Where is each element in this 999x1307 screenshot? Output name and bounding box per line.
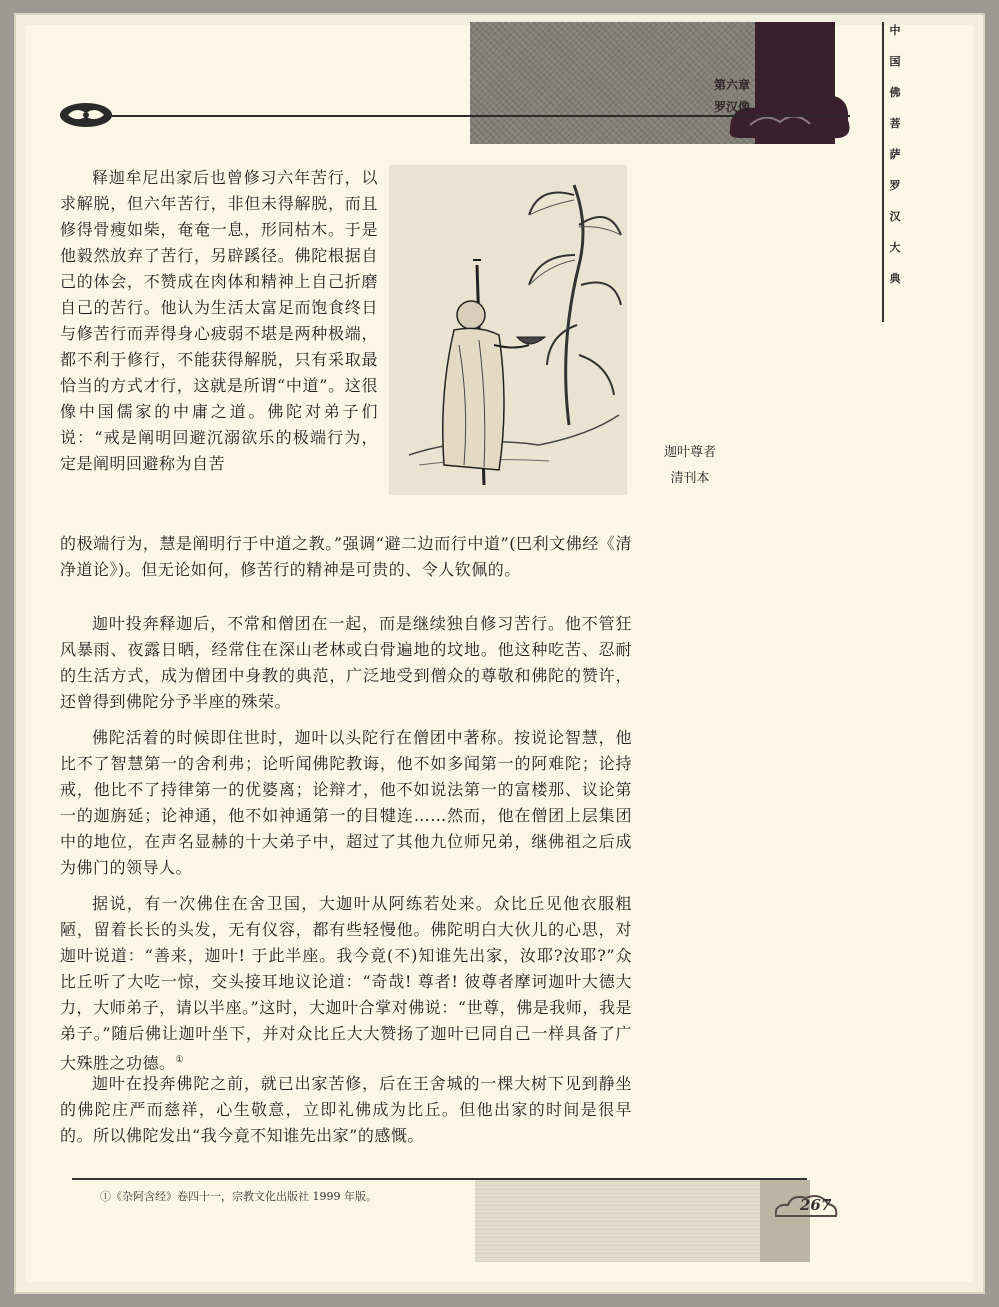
paragraph-4 [60,891,632,1076]
book-title-char: 中 [889,24,901,37]
chapter-label-line: 第六章 [713,78,750,92]
book-title-char: 汉 [889,210,901,223]
paragraph-3: 佛陀活着的时候即住世时，迦叶以头陀行在僧团中著称。按说论智慧，他比不了智慧第一的舍利弗；论听闻佛陀教诲，他不如多闻第一的阿难陀；论持戒，他比不了持律第一的优婆离；论辩才，他不如说法第一的富楼那、议论第一的迦旃延；论神通，他不如神通第一的目犍连……然而，他在僧团上层集团中的地位，在声名显赫的十大弟子中，超过了其他九位师兄弟，继佛祖之后成为佛门的领导人。 [60,728,632,877]
chapter-label-line: 罗汉像 [713,100,750,114]
footer-rule [72,1178,807,1180]
caption-title: 迦叶尊者 [663,445,716,460]
illustration-caption [645,440,735,492]
paragraph-5: 迦叶在投奔佛陀之前，就已出家苦修，后在王舍城的一棵大树下见到静坐的佛陀庄严而慈祥，心生敬意，立即礼佛成为比丘。但他出家的时间是很早的。所以佛陀发出“我今竟不知谁先出家”的感慨。 [60,1074,632,1145]
book-title-char: 典 [889,272,901,285]
book-title-char: 萨 [889,148,901,161]
book-title-char: 国 [889,55,901,68]
book-title-char: 菩 [889,117,901,130]
caption-source: 清刊本 [670,471,710,486]
monk-illustration [389,165,627,495]
paragraph-1-continued: 的极端行为，慧是阐明行于中道之教。”强调“避二边而行中道”(巴利文佛经《清净道论》)。但无论如何，修苦行的精神是可贵的、令人钦佩的。 [60,534,632,579]
cloud-ornament-icon [58,100,114,130]
paragraph-4-text: 据说，有一次佛住在舍卫国，大迦叶从阿练若处来。众比丘见他衣服粗陋，留着长长的头发，无有仪容，都有些轻慢他。佛陀明白大伙儿的心思，对迦叶说道：“善来，迦叶! 于此半座。我今竟(不)知谁先出家，汝耶?汝耶?”众比丘听了大吃一惊，交头接耳地议论道：“奇哉! 尊者! 彼尊者摩诃迦叶大德大力，大师弟子，请以半座。”这时，大迦叶合掌对佛说：“世尊，佛是我师，我是弟子。”随后佛让迦叶坐下，并对众比丘大大赞扬了迦叶已同自己一样具备了广大殊胜之功德。 [60,894,632,1073]
footnote: ①《杂阿含经》卷四十一，宗教文化出版社 1999 年版。 [100,1190,377,1203]
paragraph-1-wrapped: 释迦牟尼出家后也曾修习六年苦行，以求解脱，但六年苦行，非但未得解脱，而且修得骨瘦如柴，奄奄一息，形同枯木。于是他毅然放弃了苦行，另辟蹊径。佛陀根据自己的体会，不赞成在肉体和精神上自己折磨自己的苦行。他认为生活太富足而饱食终日与修苦行而弄得身心疲弱不堪是两种极端，都不利于修行，不能获得解脱，只有采取最恰当的方式才行，这就是所谓“中道”。这很像中国儒家的中庸之道。佛陀对弟子们说：“戒是阐明回避沉溺欲乐的极端行为，定是阐明回避称为自苦 [60,168,378,473]
chapter-label [680,74,750,118]
footnote-marker: ① [175,1055,185,1065]
book-title-char: 佛 [889,86,901,99]
header-rule [90,115,850,117]
paragraph-2: 迦叶投奔释迦后，不常和僧团在一起，而是继续独自修习苦行。他不管狂风暴雨、夜露日晒，经常住在深山老林或白骨遍地的坟地。他这种吃苦、忍耐的生活方式，成为僧团中身教的典范，广泛地受到僧众的尊敬和佛陀的赞许，还曾得到佛陀分予半座的殊荣。 [60,614,632,711]
book-title-vertical [884,22,906,286]
page-number: 267 [800,1196,832,1214]
book-title-char: 罗 [889,179,901,192]
book-title-char: 大 [889,241,901,254]
